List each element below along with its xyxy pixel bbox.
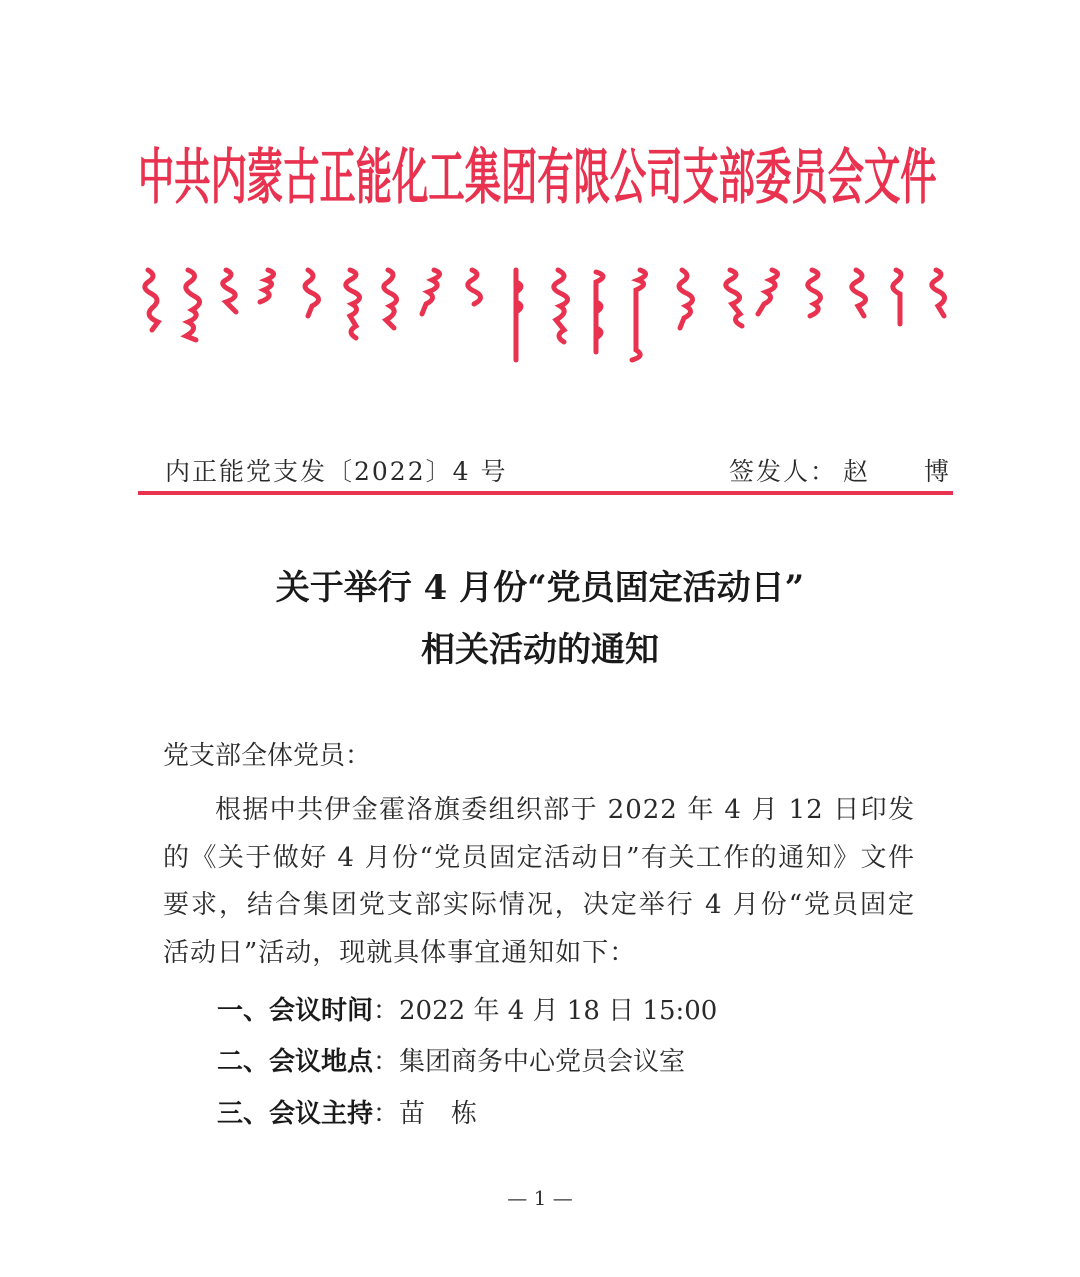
page-number: — 1 —: [507, 1186, 573, 1210]
item-label: 二、会议地点: [217, 1047, 374, 1077]
notice-title-line1: 关于举行 4 月份“党员固定活动日”: [275, 568, 805, 608]
document-number: 内正能党支发〔2022〕4 号: [165, 457, 508, 486]
item-label: 一、会议时间: [217, 996, 374, 1026]
item-label: 三、会议主持: [217, 1099, 374, 1129]
mongolian-script-title: [140, 262, 952, 378]
body-paragraph: 根据中共伊金霍洛旗委组织部于 2022 年 4 月 12 日印发的《关于做好 4 月份“党员固定活动日”有关工作的通知》文件要求，结合集团党支部实际情况，决定举行 4 月份“党员固定活动日”活动，现就具体事宜通知如下：: [163, 795, 915, 968]
meeting-host-item: [217, 1093, 477, 1130]
salutation: 党支部全体党员：: [163, 741, 372, 771]
org-header-title: 中共内蒙古正能化工集团有限公司支部委员会文件: [138, 143, 937, 213]
item-value: ：苗 栋: [373, 1099, 478, 1129]
item-value: ：2022 年 4 月 18 日 15:00: [373, 996, 718, 1026]
meeting-location-item: [217, 1041, 685, 1078]
issuer: [729, 452, 973, 488]
issuer-name: 赵 博: [843, 457, 973, 486]
issuer-label: 签发人：: [729, 457, 838, 486]
notice-title-line2: 相关活动的通知: [421, 630, 659, 670]
meeting-time-item: [217, 990, 717, 1027]
item-value: ：集团商务中心党员会议室: [373, 1047, 686, 1077]
red-divider-line: [138, 491, 953, 495]
